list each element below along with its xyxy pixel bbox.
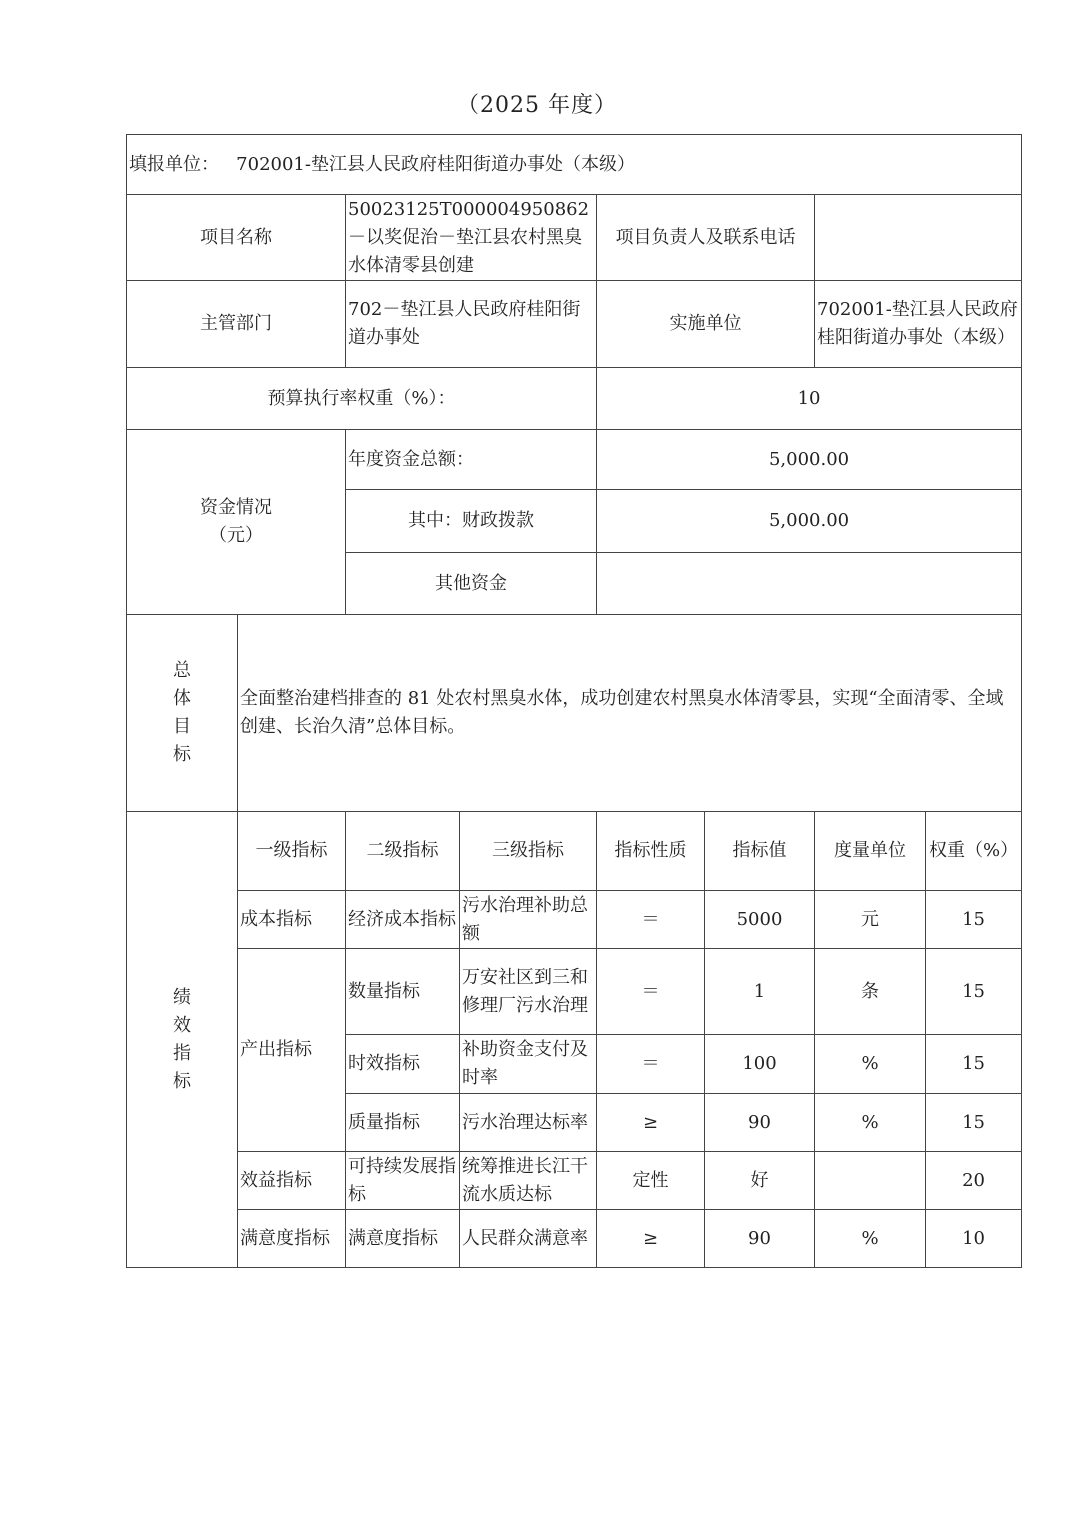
performance-form-table [126, 134, 1022, 1268]
level1-cell: 效益指标 [238, 1152, 346, 1210]
unit-cell: % [815, 1094, 926, 1152]
header-level3: 三级指标 [460, 812, 597, 891]
fiscal-label: 其中：财政拨款 [346, 490, 597, 553]
level2-cell: 质量指标 [346, 1094, 460, 1152]
funds-label [127, 430, 346, 615]
unit-cell: 条 [815, 949, 926, 1035]
other-funds-value [597, 553, 1022, 615]
fill-unit-cell [127, 135, 1022, 195]
funds-label-line1: 资金情况 [200, 497, 272, 518]
header-nature: 指标性质 [597, 812, 705, 891]
impl-unit-label: 实施单位 [597, 281, 815, 368]
nature-cell: ≥ [597, 1210, 705, 1268]
level3-cell: 万安社区到三和修理厂污水治理 [460, 949, 597, 1035]
header-unit: 度量单位 [815, 812, 926, 891]
weight-cell: 10 [926, 1210, 1022, 1268]
level1-cell: 成本指标 [238, 891, 346, 949]
value-cell: 90 [705, 1094, 815, 1152]
impl-unit-value: 702001-垫江县人民政府桂阳街道办事处（本级） [815, 281, 1022, 368]
project-name-label: 项目名称 [127, 195, 346, 281]
table-row [127, 949, 1022, 1035]
level1-cell: 产出指标 [238, 949, 346, 1152]
unit-cell: % [815, 1210, 926, 1268]
level3-cell: 污水治理补助总额 [460, 891, 597, 949]
overall-goal-text: 全面整治建档排查的 81 处农村黑臭水体，成功创建农村黑臭水体清零县，实现“全面清零、全域创建、长治久清”总体目标。 [238, 615, 1022, 812]
header-value: 指标值 [705, 812, 815, 891]
value-cell: 1 [705, 949, 815, 1035]
value-cell: 5000 [705, 891, 815, 949]
annual-total-label: 年度资金总额： [346, 430, 597, 490]
other-funds-label: 其他资金 [346, 553, 597, 615]
year-title: （2025 年度） [457, 93, 617, 118]
level2-cell: 时效指标 [346, 1035, 460, 1094]
weight-cell: 20 [926, 1152, 1022, 1210]
nature-cell: ＝ [597, 891, 705, 949]
unit-cell: 元 [815, 891, 926, 949]
weight-cell: 15 [926, 1035, 1022, 1094]
value-cell: 90 [705, 1210, 815, 1268]
table-row [127, 891, 1022, 949]
unit-cell: % [815, 1035, 926, 1094]
header-level1: 一级指标 [238, 812, 346, 891]
performance-indicator-label: 绩 效 指 标 [127, 812, 238, 1268]
fiscal-value: 5,000.00 [597, 490, 1022, 553]
contact-value [815, 195, 1022, 281]
nature-cell: ≥ [597, 1094, 705, 1152]
weight-cell: 15 [926, 949, 1022, 1035]
level2-cell: 数量指标 [346, 949, 460, 1035]
level1-cell: 满意度指标 [238, 1210, 346, 1268]
nature-cell: ＝ [597, 949, 705, 1035]
dept-value: 702－垫江县人民政府桂阳街道办事处 [346, 281, 597, 368]
level3-cell: 补助资金支付及时率 [460, 1035, 597, 1094]
value-cell: 好 [705, 1152, 815, 1210]
unit-cell [815, 1152, 926, 1210]
budget-weight-label: 预算执行率权重（%）： [127, 368, 597, 430]
overall-goal-label: 总 体 目 标 [127, 615, 238, 812]
header-weight: 权重（%） [926, 812, 1022, 891]
budget-weight-value: 10 [597, 368, 1022, 430]
table-row [127, 1210, 1022, 1268]
table-row [127, 1152, 1022, 1210]
fill-unit-value: 702001-垫江县人民政府桂阳街道办事处（本级） [236, 153, 635, 175]
level2-cell: 可持续发展指标 [346, 1152, 460, 1210]
nature-cell: ＝ [597, 1035, 705, 1094]
weight-cell: 15 [926, 891, 1022, 949]
contact-label: 项目负责人及联系电话 [597, 195, 815, 281]
fill-unit-label: 填报单位： [129, 153, 219, 175]
level3-cell: 统筹推进长江干流水质达标 [460, 1152, 597, 1210]
nature-cell: 定性 [597, 1152, 705, 1210]
annual-total-value: 5,000.00 [597, 430, 1022, 490]
level2-cell: 经济成本指标 [346, 891, 460, 949]
project-name-value: 50023125T000004950862－以奖促治－垫江县农村黑臭水体清零县创建 [346, 195, 597, 281]
dept-label: 主管部门 [127, 281, 346, 368]
weight-cell: 15 [926, 1094, 1022, 1152]
value-cell: 100 [705, 1035, 815, 1094]
header-level2: 二级指标 [346, 812, 460, 891]
level2-cell: 满意度指标 [346, 1210, 460, 1268]
funds-label-line2: （元） [209, 525, 263, 546]
level3-cell: 人民群众满意率 [460, 1210, 597, 1268]
level3-cell: 污水治理达标率 [460, 1094, 597, 1152]
